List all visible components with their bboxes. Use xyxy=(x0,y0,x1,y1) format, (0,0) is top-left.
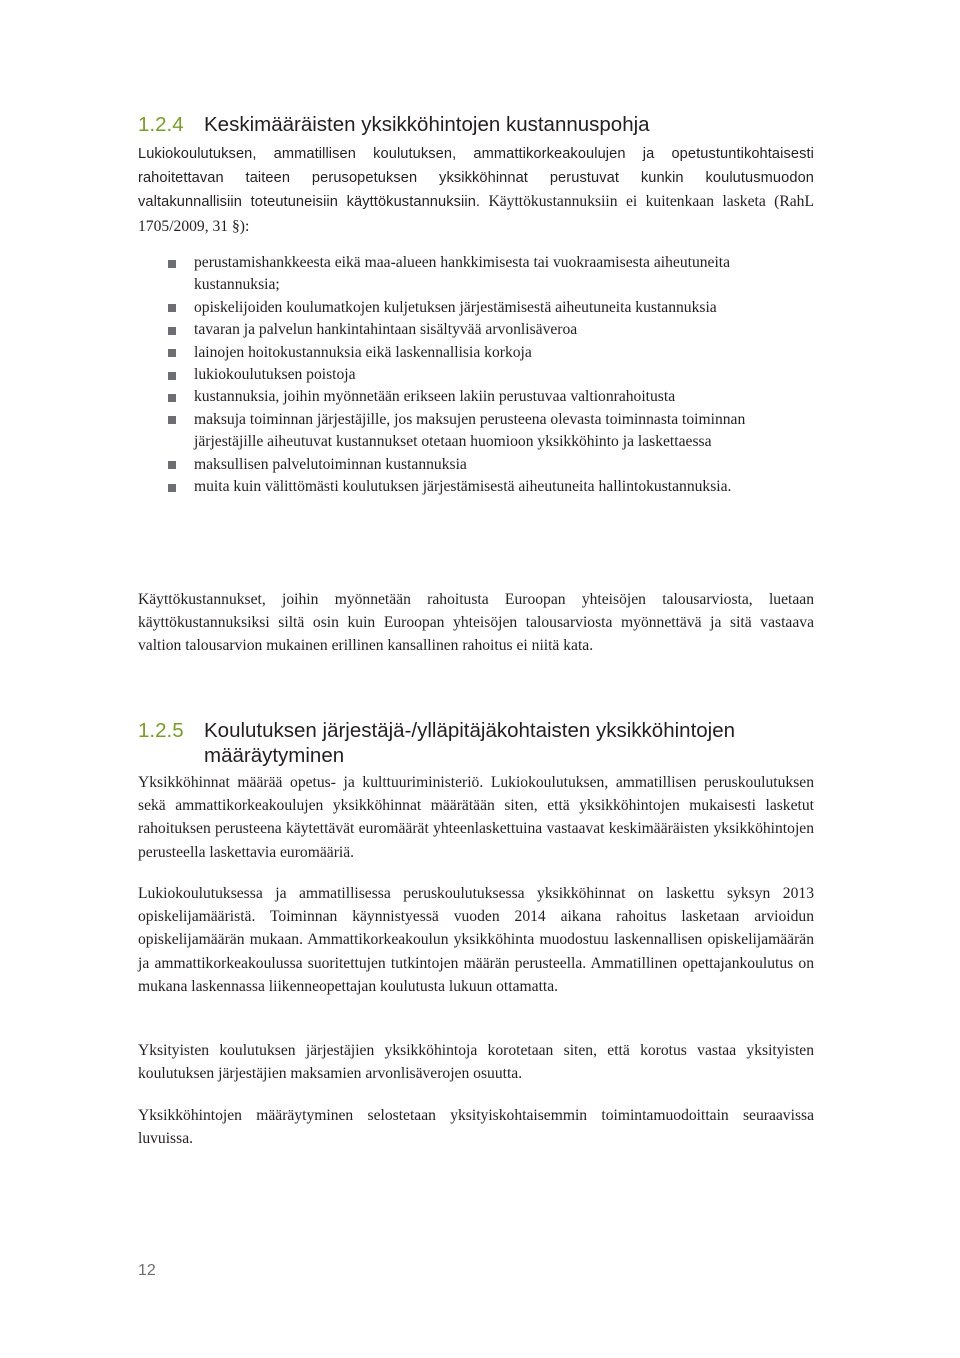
square-bullet-icon xyxy=(168,484,176,492)
list-item xyxy=(138,386,814,408)
square-bullet-icon xyxy=(168,394,176,402)
intro-paragraph xyxy=(138,142,814,238)
list-item-text: opiskelijoiden koulumatkojen kuljetuksen järjestämisestä aiheutuneita kustannuksia xyxy=(194,298,717,316)
square-bullet-icon xyxy=(168,327,176,335)
closing-paragraph: Käyttökustannukset, joihin myönnetään rahoitusta Euroopan yhteisöjen talousarviosta, luetaan käyttökustannuksiksi siltä osin kuin Euroopan yhteisöjen talousarviosta myönnettävä ja sitä vastaava valtion talousarvion mukainen erillinen kansallinen rahoitus ei niitä kata. xyxy=(138,591,814,655)
list-item-text: muita kuin välittömästi koulutuksen järjestämisestä aiheutuneita hallintokustannuksia. xyxy=(194,478,732,496)
paragraph: Yksikköhintojen määräytyminen selostetaan yksityiskohtaisemmin toimintamuodoittain seuraavissa luvuissa. xyxy=(138,1107,814,1148)
list-item-text: kustannuksia, joihin myönnetään erikseen lakiin perustuvaa valtionrahoitusta xyxy=(194,388,676,406)
square-bullet-icon xyxy=(168,416,176,424)
square-bullet-icon xyxy=(168,260,176,268)
list-item xyxy=(138,364,814,386)
list-item-text: lainojen hoitokustannuksia eikä laskennallisia korkoja xyxy=(194,343,532,361)
list-item-text: tavaran ja palvelun hankintahintaan sisältyvää arvonlisäveroa xyxy=(194,321,578,339)
section-number: 1.2.5 xyxy=(138,719,184,742)
exclusion-list xyxy=(138,252,814,498)
list-item-text: maksullisen palvelutoiminnan kustannuksia xyxy=(194,455,467,473)
square-bullet-icon xyxy=(168,304,176,312)
section-title: Keskimääräisten yksikköhintojen kustannuspohja xyxy=(204,113,650,136)
section-1-2-4-heading xyxy=(138,112,818,137)
intro-serif-text: Käyttökustannuksiin ei kuitenkaan lasketa (RahL 1705/2009, 31 §): xyxy=(138,193,814,235)
paragraph: Yksityisten koulutuksen järjestäjien yksikköhintoja korotetaan siten, että korotus vastaa yksityisten koulutuksen järjestäjien maksamien arvonlisäverojen osuutta. xyxy=(138,1042,814,1083)
list-item xyxy=(138,409,814,454)
square-bullet-icon xyxy=(168,461,176,469)
square-bullet-icon xyxy=(168,372,176,380)
list-item xyxy=(138,252,814,297)
list-item-text: lukiokoulutuksen poistoja xyxy=(194,366,356,384)
paragraph: Yksikköhinnat määrää opetus- ja kulttuuriministeriö. Lukiokoulutuksen, ammatillisen peruskoulutuksen sekä ammattikorkeakoulujen yksikköhinnat määrätään siten, että yksikköhintojen mukaisesti lasketut rahoituksen perusteena käytettävät euromäärät yhteenlaskettuina vastaavat keskimääräisten yksikköhintojen perusteella laskettavia euromääriä. xyxy=(138,774,814,861)
page-number: 12 xyxy=(138,1262,156,1279)
square-bullet-icon xyxy=(168,349,176,357)
section-number: 1.2.4 xyxy=(138,113,184,136)
list-item-text: maksuja toiminnan järjestäjille, jos maksujen perusteena olevasta toiminnasta toiminnan järjestäjille aiheutuvat kustannukset otetaan huomioon yksikköhinto ja laskettaessa xyxy=(194,410,746,451)
list-item xyxy=(138,476,814,498)
list-item xyxy=(138,342,814,364)
section-1-2-5-heading xyxy=(138,718,818,768)
list-item xyxy=(138,319,814,341)
list-item-text: perustamishankkeesta eikä maa-alueen hankkimisesta tai vuokraamisesta aiheutuneita kustannuksia; xyxy=(194,254,731,294)
section-title: Koulutuksen järjestäjä-/ylläpitäjäkohtaisten yksikköhintojen määräytyminen xyxy=(204,719,736,767)
list-item xyxy=(138,454,814,476)
list-item xyxy=(138,297,814,319)
paragraph: Lukiokoulutuksessa ja ammatillisessa peruskoulutuksessa yksikköhinnat on laskettu syksyn 2013 opiskelijamääristä. Toiminnan käynnistyessä vuoden 2014 aikana rahoitus lasketaan arvioidun opiskelijamäärän mukaan. Ammattikorkeakoulun yksikköhinta muodostuu laskennallisen opiskelijamäärän ja ammattikorkeakoulussa suoritettujen tutkintojen määrän perusteella. Ammatillinen opettajankoulutus on mukana laskennassa liikenneopettajan koulutusta lukuun ottamatta. xyxy=(138,885,814,995)
intro-sans-text: Lukiokoulutuksen, ammatillisen koulutuksen, ammattikorkeakoulujen ja opetustuntikohtaisesti rahoitettavan taiteen perusopetuksen yksikköhinnat perustuvat kunkin koulutusmuodon valtakunnallisiin toteutuneisiin käyttökustannuksiin. xyxy=(138,146,814,211)
